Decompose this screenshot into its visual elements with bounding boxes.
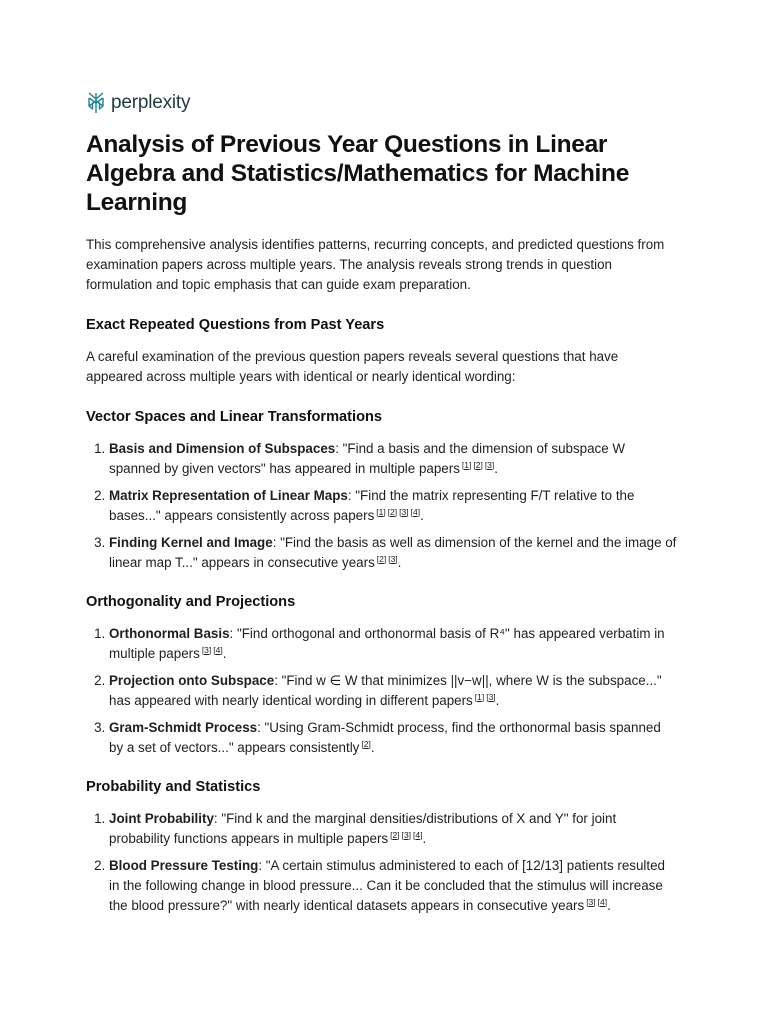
subsection-heading: Vector Spaces and Linear Transformations [86, 409, 383, 425]
intro-paragraph: This comprehensive analysis identifies patterns, recurring concepts, and predicted questions from examination papers across multiple years. The analysis reveals strong trends in question formulation and topic emphasis that can guide exam preparation. [86, 237, 665, 292]
item-term: Projection onto Subspace [109, 673, 275, 688]
citation-link[interactable]: [2] [473, 459, 483, 470]
list-item: 1. Joint Probability: "Find k and the marginal densities/distributions of X and Y" for joint probability functions appears in multiple papers [2] [3] [4]. [109, 809, 678, 849]
item-term: Matrix Representation of Linear Maps [109, 488, 348, 503]
list-item: 3. Gram-Schmidt Process: "Using Gram-Schmidt process, find the orthonormal basis spanned by a set of vectors..." appears consistently [2]. [109, 718, 678, 758]
section-paragraph: A careful examination of the previous question papers reveals several questions that have appeared across multiple years with identical or nearly identical wording: [86, 349, 619, 384]
citation-link[interactable]: [2] [376, 553, 387, 564]
citation-link[interactable]: [2] [361, 738, 371, 749]
item-text: : "Find k and the marginal densities/distributions of X and Y" for joint probability functions appears in multiple papers [109, 811, 617, 846]
citation-link[interactable]: [3] [201, 644, 212, 655]
subsection-heading: Orthogonality and Projections [86, 594, 296, 610]
item-text: : "Find a basis and the dimension of subspace W spanned by given vectors" has appeared in multiple papers [109, 441, 626, 476]
brand-name: perplexity [111, 92, 191, 113]
item-text: : "Find the matrix representing F/T relative to the bases..." appears consistently across papers [109, 488, 635, 523]
item-text: : "Find w ∈ W that minimizes ||v−w||, where W is the subspace..." has appeared with nearly identical wording in different papers [109, 673, 662, 708]
question-list [86, 809, 678, 916]
subsection-heading: Probability and Statistics [86, 779, 261, 795]
item-text: : "Find orthogonal and orthonormal basis of R⁴" has appeared verbatim in multiple papers [109, 626, 665, 661]
citation-link[interactable]: [3] [486, 691, 496, 702]
item-term: Finding Kernel and Image [109, 535, 273, 550]
document-title: Analysis of Previous Year Questions in Linear Algebra and Statistics/Mathematics for Machine Learning [86, 131, 630, 216]
list-item: 2. Projection onto Subspace: "Find w ∈ W that minimizes ||v−w||, where W is the subspace..." has appeared with nearly identical wording in different papers [1] [3]. [109, 671, 678, 711]
question-list [86, 439, 678, 573]
question-list [86, 624, 678, 758]
item-text: : "A certain stimulus administered to each of [12/13] patients resulted in the following change in blood pressure... Can it be concluded that the stimulus will increase the blood pressure?" with nearly identical datasets appears in consecutive years [109, 858, 666, 913]
citation-link[interactable]: [3] [401, 829, 412, 840]
list-item: 1. Orthonormal Basis: "Find orthogonal and orthonormal basis of R⁴" has appeared verbatim in multiple papers [3] [4]. [109, 624, 678, 664]
citation-link[interactable]: [4] [597, 896, 608, 907]
item-text: : "Using Gram-Schmidt process, find the orthonormal basis spanned by a set of vectors..." appears consistently [109, 720, 661, 755]
brand-logo [86, 88, 678, 118]
item-term: Orthonormal Basis [109, 626, 230, 641]
citation-link[interactable]: [4] [413, 829, 423, 840]
item-term: Joint Probability [109, 811, 214, 826]
item-term: Blood Pressure Testing [109, 858, 259, 873]
citation-link[interactable]: [2] [390, 829, 400, 840]
list-item: 3. Finding Kernel and Image: "Find the basis as well as dimension of the kernel and the image of linear map T..." appears in consecutive years [2] [3]. [109, 533, 678, 573]
item-text: : "Find the basis as well as dimension of the kernel and the image of linear map T..." appears in consecutive years [109, 535, 677, 570]
citation-link[interactable]: [1] [376, 506, 386, 517]
citation-link[interactable]: [2] [387, 506, 398, 517]
list-item: 2. Matrix Representation of Linear Maps: "Find the matrix representing F/T relative to the bases..." appears consistently across papers [1] [2] [3] [4]. [109, 486, 678, 526]
citation-link[interactable]: [4] [410, 506, 421, 517]
list-item: 2. Blood Pressure Testing: "A certain stimulus administered to each of [12/13] patients resulted in the following change in blood pressure... Can it be concluded that the stimulus will increase the blood pressure?" with nearly identical datasets appears in consecutive years [3] [4]. [109, 856, 678, 916]
citation-link[interactable]: [3] [586, 896, 596, 907]
citation-link[interactable]: [1] [474, 691, 485, 702]
perplexity-logo-icon [86, 92, 106, 114]
item-term: Basis and Dimension of Subspaces [109, 441, 336, 456]
item-term: Gram-Schmidt Process [109, 720, 258, 735]
list-item: 1. Basis and Dimension of Subspaces: "Find a basis and the dimension of subspace W spanned by given vectors" has appeared in multiple papers [1] [2] [3]. [109, 439, 678, 479]
section-heading: Exact Repeated Questions from Past Years [86, 317, 385, 333]
citation-link[interactable]: [3] [484, 459, 495, 470]
citation-link[interactable]: [3] [399, 506, 409, 517]
citation-link[interactable]: [3] [388, 553, 398, 564]
citation-link[interactable]: [4] [213, 644, 223, 655]
subsections-container [86, 408, 678, 916]
citation-link[interactable]: [1] [461, 459, 472, 470]
